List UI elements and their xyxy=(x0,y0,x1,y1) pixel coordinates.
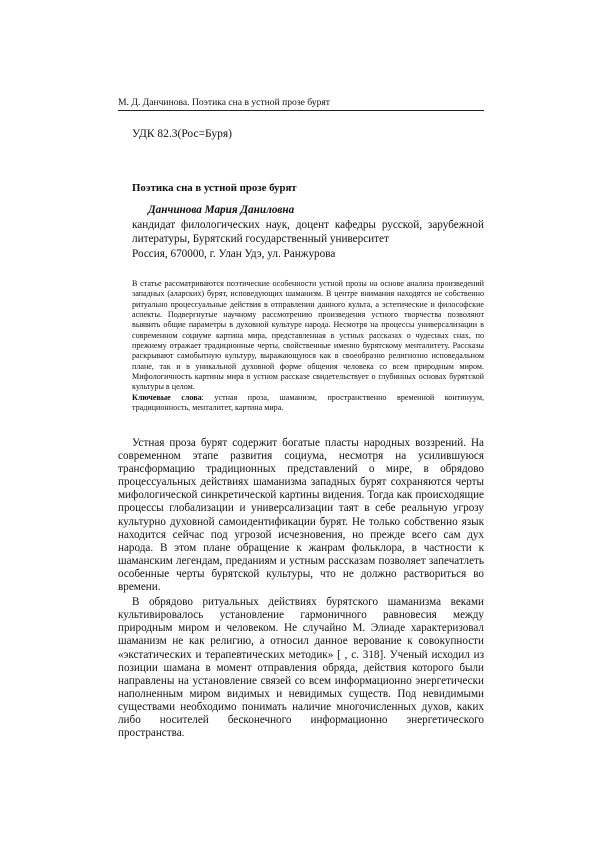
abstract-text: В статье рассматриваются поэтические особенности устной прозы на основе анализа произведений западных (аларских) бурят, исповедующих шаманизм. В центре внимания находятся не собственно ритуально процессуальные действия в отправлении данного культа, а эстетические и философские аспекты. Подвергнутые научному рассмотрению произведения устного творчества позволяют выявить общие параметры в духовной культуре народа. Несмотря на процессы универсализации в современном социуме картина мира, представленная в устных рассказах о чудесных снах, по прежнему отражает традиционные черты, свойственные именно бурятскому менталитету. Рассказы раскрывают самобытную культуру, выражающуюся как в своеобразно религиозно исповедальном плане, так и в уникальной духовной форме общения человека со всем природным миром. Мифологичность картины мира в устном рассказе свидетельствует о глубинных основах бурятской культуры в целом. xyxy=(132,279,484,392)
keywords-list: : устная проза, шаманизм, пространственно временной континуум, традиционность, менталитет, картина мира. xyxy=(132,392,484,413)
abstract xyxy=(132,279,484,413)
article-body xyxy=(118,437,484,740)
author-block xyxy=(132,203,484,261)
author-affiliation: кандидат филологических наук, доцент кафедры русской, зарубежной литературы, Бурятский государственный университет xyxy=(132,218,484,246)
author-address: Россия, 670000, г. Улан Удэ, ул. Ранжурова xyxy=(132,247,336,260)
author-name: Данчинова Мария Даниловна xyxy=(148,204,295,216)
running-head: М. Д. Данчинова. Поэтика сна в устной прозе бурят xyxy=(118,97,484,111)
body-paragraph: Устная проза бурят содержит богатые пласты народных воззрений. На современном этапе развития социума, несмотря на усилившуюся трансформацию традиционных представлений о мире, в обрядово процессуальных действиях шаманизма западных бурят сохраняются черты мифологической синкретической картины видения. Тогда как происходящие процессы глобализации и универсализации таят в себе реальную угрозу культурно духовной самоидентификации бурят. Не только собственно язык находится сейчас под угрозой исчезновения, но прежде всего сам дух народа. В этом плане обращение к жанрам фольклора, в частности к шаманским легендам, преданиям и устным рассказам позволяет запечатлеть особенные черты бурятской культуры, что не должно раствориться во времени. xyxy=(118,437,484,594)
article-title: Поэтика сна в устной прозе бурят xyxy=(132,182,297,194)
body-paragraph: В обрядово ритуальных действиях бурятского шаманизма веками культивировалось установление гармоничного равновесия между природным миром и человеком. Не случайно М. Элиаде характеризовал шаманизм не как религию, а относил данное верование к совокупности «экстатических и терапевтических методик» [ , с. 318]. Ученый исходил из позиции шамана в момент отправления обряда, действия которого были направлены на установление связей со всем информационно энергетически наполненным миром видимых и невидимых существ. Под невидимыми существами необходимо понимать наличие многочисленных духов, каких либо носителей бесконечного информационно энергетического пространства. xyxy=(118,596,484,740)
udk-code: УДК 82.3(Рос=Буря) xyxy=(132,128,232,140)
keywords xyxy=(132,393,484,414)
keywords-label: Ключевые слова xyxy=(132,392,202,402)
